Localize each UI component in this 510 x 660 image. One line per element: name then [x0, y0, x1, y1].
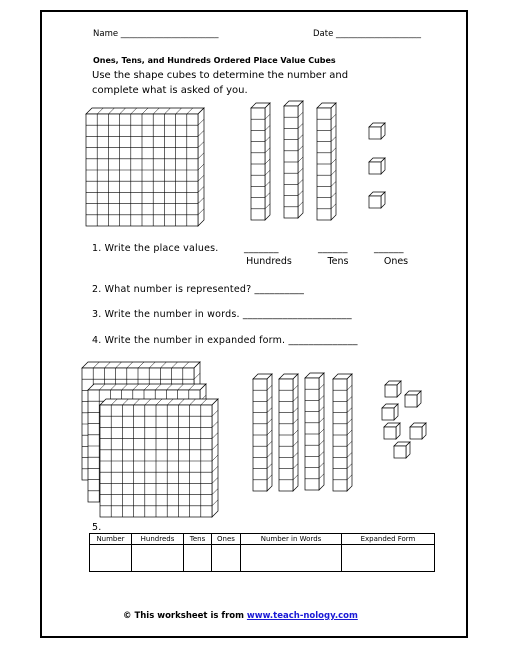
- answer-cell[interactable]: [241, 545, 342, 572]
- footer-link[interactable]: www.teach-nology.com: [246, 611, 358, 621]
- ten-rod: [317, 103, 336, 220]
- hundred-flat: [86, 108, 204, 226]
- one-cube: [405, 391, 421, 407]
- one-cube: [410, 423, 426, 439]
- footer-text: © This worksheet is from: [123, 611, 247, 621]
- column-header-hundreds: Hundreds: [132, 534, 184, 545]
- ten-rod: [333, 374, 352, 491]
- column-header-tens: Tens: [184, 534, 212, 545]
- one-cube: [369, 192, 385, 208]
- ten-rod: [253, 374, 272, 491]
- answer-cell[interactable]: [212, 545, 241, 572]
- ten-rod: [284, 101, 303, 218]
- footer: [123, 611, 358, 621]
- q1-tens-blank: ______: [318, 243, 348, 254]
- answer-cell[interactable]: [342, 545, 435, 572]
- name-field: Name _______________________: [93, 29, 219, 39]
- ten-rod: [279, 374, 298, 491]
- column-header-expanded-form: Expanded Form: [342, 534, 435, 545]
- label-tens: Tens: [327, 256, 349, 267]
- question-5: 5.: [92, 522, 102, 533]
- answer-table: [89, 533, 435, 572]
- label-ones: Ones: [383, 256, 409, 267]
- worksheet-title: Ones, Tens, and Hundreds Ordered Place Value Cubes: [93, 56, 336, 65]
- answer-cell[interactable]: [132, 545, 184, 572]
- label-hundreds: Hundreds: [246, 256, 292, 267]
- one-cube: [382, 404, 398, 420]
- instructions-line-2: complete what is asked of you.: [92, 85, 248, 96]
- date-field: Date ____________________: [313, 29, 422, 39]
- question-1: 1. Write the place values.: [92, 243, 219, 254]
- column-header-ones: Ones: [212, 534, 241, 545]
- one-cube: [369, 158, 385, 174]
- column-header-number: Number: [90, 534, 132, 545]
- one-cube: [384, 423, 400, 439]
- question-2: 2. What number is represented? __________: [92, 284, 305, 295]
- answer-cell[interactable]: [184, 545, 212, 572]
- hundred-flat: [100, 399, 218, 517]
- question-4: 4. Write the number in expanded form. ______________: [92, 335, 358, 346]
- ten-rod: [251, 103, 270, 220]
- q1-hundreds-blank: _______: [244, 243, 279, 254]
- one-cube: [369, 123, 385, 139]
- column-header-number-in-words: Number in Words: [241, 534, 342, 545]
- answer-cell[interactable]: [90, 545, 132, 572]
- instructions-line-1: Use the shape cubes to determine the number and: [92, 70, 349, 81]
- q1-ones-blank: ______: [374, 243, 404, 254]
- one-cube: [394, 442, 410, 458]
- ten-rod: [305, 373, 324, 490]
- one-cube: [385, 381, 401, 397]
- question-3: 3. Write the number in words. ______________________: [92, 309, 352, 320]
